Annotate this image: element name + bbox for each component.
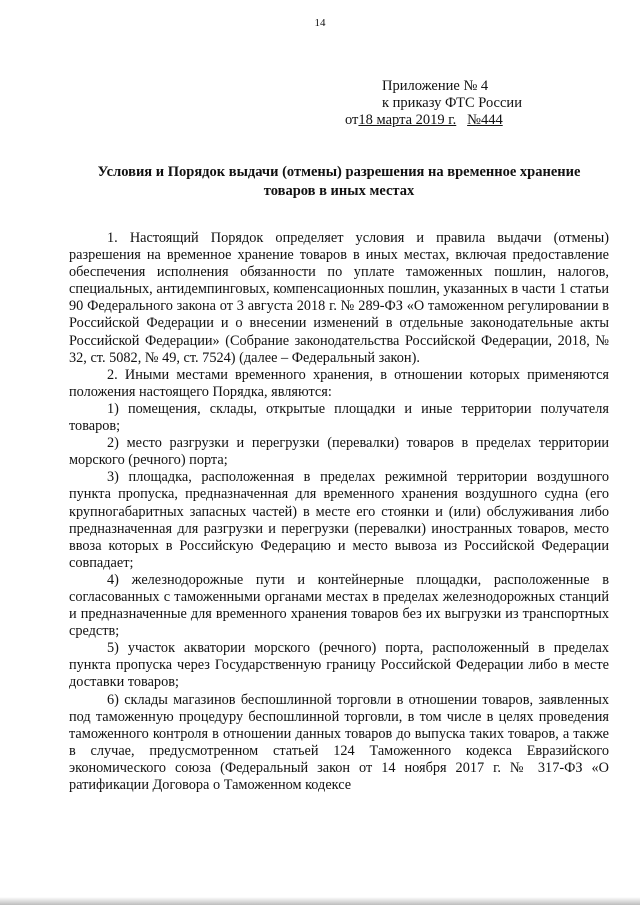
scan-bottom-edge bbox=[0, 897, 640, 905]
appendix-line-2: к приказу ФТС России bbox=[382, 95, 522, 111]
appendix-date-prefix: от bbox=[345, 112, 359, 128]
paragraph-2: 2. Иными местами временного хранения, в отношении которых применяются положения настоящего Порядка, являются: bbox=[69, 366, 609, 400]
appendix-line-1: Приложение № 4 bbox=[382, 78, 489, 94]
list-item-6: 6) склады магазинов беспошлинной торговли в отношении товаров, заявленных под таможенную процедуру беспошлинной торговли, в том числе в целях проведения таможенного контроля в отношении данных товаров до выпуска таких товаров, а также в случае, предусмотренном статьей 124 Таможенного кодекса Евразийского экономического союза (Федеральный закон от 14 ноября 2017 г. № 317-ФЗ «О ратификации Договора о Таможенном кодексе bbox=[69, 691, 609, 793]
list-item-5: 5) участок акватории морского (речного) порта, расположенный в пределах пункта пропуска через Государственную границу Российской Федерации либо в месте доставки товаров; bbox=[69, 640, 609, 691]
appendix-line-3 bbox=[345, 112, 522, 129]
list-item-3: 3) площадка, расположенная в пределах режимной территории воздушного пункта пропуска, предназначенная для временного хранения воздушного судна (его крупногабаритных запасных частей) в месте его стоянки и (или) обслуживания либо предназначенная для разгрузки и перегрузки (перевалки) иностранных товаров, место ввоза которых в Российскую Федерацию и место вывоза из Российской Федерации совпадает; bbox=[69, 469, 609, 571]
appendix-date: 18 марта 2019 г. bbox=[358, 112, 457, 128]
appendix-order-number: №444 bbox=[467, 112, 503, 128]
appendix-header bbox=[345, 78, 522, 129]
list-item-2: 2) место разгрузки и перегрузки (перевалки) товаров в пределах территории морского (речного) порта; bbox=[69, 435, 609, 469]
document-title: Условия и Порядок выдачи (отмены) разрешения на временное хранение товаров в иных местах bbox=[97, 164, 581, 199]
page-number: 14 bbox=[314, 17, 326, 29]
list-item-1: 1) помещения, склады, открытые площадки и иные территории получателя товаров; bbox=[69, 400, 609, 435]
list-item-4: 4) железнодорожные пути и контейнерные площадки, расположенные в согласованных с таможенными органами местах в пределах железнодорожных станций и предназначенные для временного хранения товаров без их выгрузки из транспортных средств; bbox=[69, 571, 609, 640]
document-body bbox=[69, 230, 609, 794]
paragraph-1: 1. Настоящий Порядок определяет условия и правила выдачи (отмены) разрешения на временное хранение товаров в иных местах, включая предоставление обеспечения исполнения обязанности по уплате таможенных пошлин, налогов, специальных, антидемпинговых, компенсационных пошлин, указанных в части 1 статьи 90 Федерального закона от 3 августа 2018 г. № 289-ФЗ «О таможенном регулировании в Российской Федерации и о внесении изменений в отдельные законодательные акты Российской Федерации» (Собрание законодательства Российской Федерации, 2018, № 32, ст. 5082, № 49, ст. 7524) (далее – Федеральный закон). bbox=[69, 230, 609, 366]
